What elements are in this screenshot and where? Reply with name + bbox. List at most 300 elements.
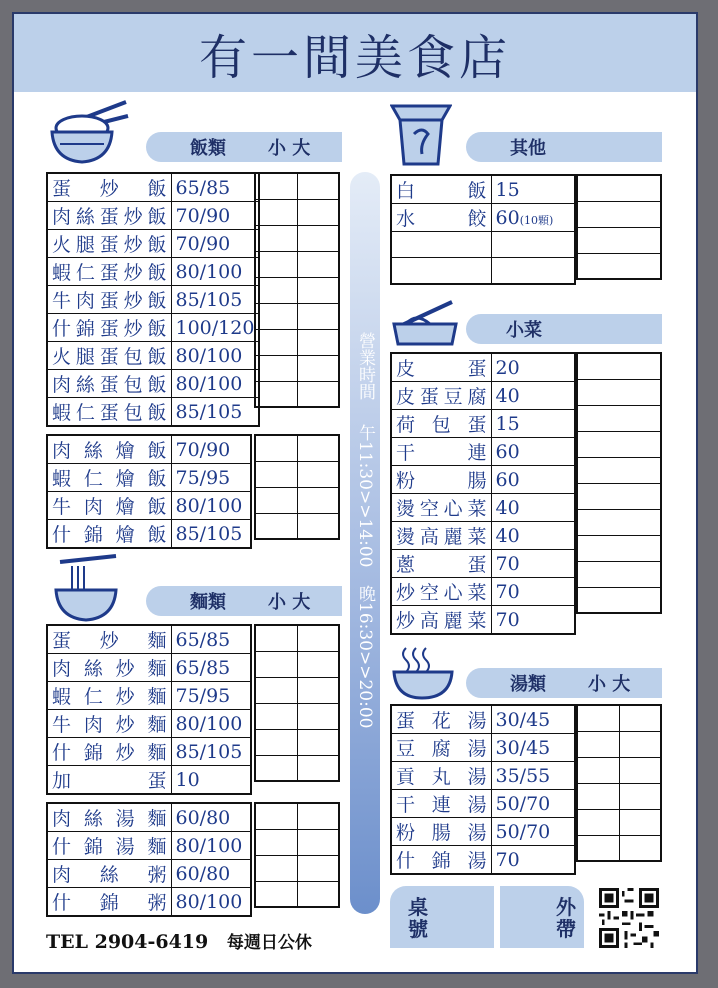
quantity-cell[interactable] (255, 513, 297, 539)
quantity-cell[interactable] (577, 405, 661, 431)
item-price-value: 80/100 (175, 712, 243, 735)
count-row (577, 731, 661, 757)
item-price (171, 682, 251, 710)
soup-bowl-icon (392, 644, 454, 700)
count-row (255, 303, 339, 329)
item-price (171, 860, 251, 888)
count-row (577, 201, 661, 227)
item-price-value: 70/90 (175, 204, 231, 227)
item-name: 蛋炒麵 (47, 625, 171, 654)
item-note: (10顆) (519, 213, 554, 227)
rice-bowl-icon (50, 98, 130, 166)
item-price (171, 258, 259, 286)
item-name: 干連 (391, 438, 491, 466)
item-name: 粉腸 (391, 466, 491, 494)
item-name: 燙高麗菜 (391, 522, 491, 550)
quantity-cell[interactable] (577, 705, 619, 731)
item-price-value: 40 (495, 384, 520, 407)
quantity-cell[interactable] (255, 355, 297, 381)
quantity-cell[interactable] (297, 381, 339, 407)
item-price-value: 100/120 (175, 316, 255, 339)
count-row (255, 487, 339, 513)
item-price-value: 60/80 (175, 806, 231, 829)
menu-row (47, 625, 251, 654)
item-price (491, 494, 575, 522)
quantity-cell[interactable] (577, 227, 661, 253)
item-price (491, 232, 575, 258)
item-price-value: 20 (495, 356, 520, 379)
count-row (577, 535, 661, 561)
count-row (255, 677, 339, 703)
item-name: 火腿蛋包飯 (47, 342, 171, 370)
hours-lunch: 午11:30>>14:00 (355, 424, 375, 568)
count-row (577, 227, 661, 253)
quantity-cell[interactable] (255, 729, 297, 755)
item-price-value: 80/100 (175, 834, 243, 857)
quantity-cell[interactable] (255, 381, 297, 407)
item-name: 蔥蛋 (391, 550, 491, 578)
menu-row (391, 438, 575, 466)
menu-row (47, 682, 251, 710)
item-price-value: 10 (175, 768, 200, 791)
noodle-bowl-icon (54, 552, 120, 622)
item-name: 粉腸湯 (391, 818, 491, 846)
noodle-header-label: 麵類 (190, 592, 226, 613)
item-price (171, 286, 259, 314)
item-name: 貢丸湯 (391, 762, 491, 790)
quantity-cell[interactable] (577, 731, 619, 757)
count-row (577, 483, 661, 509)
item-name: 蛋花湯 (391, 705, 491, 734)
item-price (171, 173, 259, 202)
quantity-cell[interactable] (577, 535, 661, 561)
item-name: 肉絲蛋包飯 (47, 370, 171, 398)
item-name: 肉絲湯麵 (47, 803, 171, 832)
quantity-cell[interactable] (297, 225, 339, 251)
count-row (255, 625, 339, 651)
rice1-table (46, 172, 260, 427)
menu-row (47, 258, 259, 286)
count-row (255, 277, 339, 303)
soup-table (390, 704, 576, 875)
menu-row (391, 232, 575, 258)
item-price-value: 70 (495, 580, 520, 603)
item-price (491, 258, 575, 284)
item-name: 加蛋 (47, 766, 171, 795)
item-price-value: 70/90 (175, 232, 231, 255)
quantity-cell[interactable] (619, 705, 661, 731)
item-price (491, 466, 575, 494)
takeout-label: 外帶 (556, 895, 576, 941)
item-name: 什錦蛋炒飯 (47, 314, 171, 342)
soup-header-sizes: 小 大 (588, 674, 631, 695)
item-name: 什錦炒麵 (47, 738, 171, 766)
count-row (577, 705, 661, 731)
item-price-value: 65/85 (175, 176, 231, 199)
quantity-cell[interactable] (297, 251, 339, 277)
quantity-cell[interactable] (297, 677, 339, 703)
item-price (491, 734, 575, 762)
quantity-cell[interactable] (255, 199, 297, 225)
soup-header (466, 668, 662, 698)
count-row (577, 457, 661, 483)
item-price-value: 15 (495, 412, 520, 435)
count-row (255, 513, 339, 539)
item-name: 牛肉蛋炒飯 (47, 286, 171, 314)
item-price (491, 578, 575, 606)
rice-header-sizes: 小 大 (268, 138, 311, 159)
quantity-cell[interactable] (297, 755, 339, 781)
menu-row (391, 204, 575, 232)
quantity-cell[interactable] (577, 353, 661, 379)
item-name: 水餃 (391, 204, 491, 232)
item-price (491, 705, 575, 734)
quantity-cell[interactable] (577, 561, 661, 587)
count-row (577, 253, 661, 279)
quantity-cell[interactable] (297, 277, 339, 303)
menu-row (47, 832, 251, 860)
item-price-value: 40 (495, 524, 520, 547)
item-name: 燙空心菜 (391, 494, 491, 522)
item-price (171, 314, 259, 342)
item-price-value: 30/45 (495, 708, 551, 731)
item-name: 皮蛋豆腐 (391, 382, 491, 410)
table-number-label: 桌號 (408, 895, 428, 941)
rice1-count-table (254, 172, 340, 408)
item-price (171, 710, 251, 738)
menu-row (47, 314, 259, 342)
item-price-value: 70 (495, 552, 520, 575)
item-price-value: 65/85 (175, 628, 231, 651)
item-price (491, 438, 575, 466)
quantity-cell[interactable] (255, 225, 297, 251)
quantity-cell[interactable] (255, 461, 297, 487)
item-price (171, 625, 251, 654)
item-price (171, 803, 251, 832)
takeout-box-icon (390, 100, 452, 166)
noodle1-count-table (254, 624, 340, 782)
quantity-cell[interactable] (577, 253, 661, 279)
item-price-value: 15 (495, 178, 520, 201)
item-price (491, 382, 575, 410)
menu-row (47, 860, 251, 888)
menu-row (391, 410, 575, 438)
quantity-cell[interactable] (577, 175, 661, 201)
quantity-cell[interactable] (619, 783, 661, 809)
item-name: 豆腐湯 (391, 734, 491, 762)
side-dish-icon (392, 300, 458, 346)
menu-row (47, 710, 251, 738)
page-title: 有一間美食店 (198, 29, 511, 86)
menu-row (391, 258, 575, 284)
menu-row (47, 370, 259, 398)
item-name: 火腿蛋炒飯 (47, 230, 171, 258)
menu-row (391, 494, 575, 522)
item-name: 皮蛋 (391, 353, 491, 382)
item-name: 蛋炒飯 (47, 173, 171, 202)
count-row (577, 509, 661, 535)
item-price-value: 75/95 (175, 684, 231, 707)
quantity-cell[interactable] (297, 729, 339, 755)
quantity-cell[interactable] (577, 783, 619, 809)
footer (46, 928, 312, 953)
item-price-value: 70 (495, 608, 520, 631)
menu-row (47, 766, 251, 795)
noodle1-table (46, 624, 252, 795)
menu-row (47, 520, 251, 549)
item-name: 蝦仁燴飯 (47, 464, 171, 492)
quantity-cell[interactable] (255, 329, 297, 355)
count-row (255, 855, 339, 881)
item-name: 什錦湯麵 (47, 832, 171, 860)
quantity-cell[interactable] (297, 461, 339, 487)
menu-row (47, 286, 259, 314)
item-price (491, 353, 575, 382)
item-name: 白飯 (391, 175, 491, 204)
noodle2-table (46, 802, 252, 917)
item-price (171, 492, 251, 520)
item-price (171, 464, 251, 492)
quantity-cell[interactable] (619, 835, 661, 861)
item-price-value: 30/45 (495, 736, 551, 759)
menu-row (391, 606, 575, 635)
menu-row (391, 522, 575, 550)
count-row (255, 251, 339, 277)
menu-row (391, 175, 575, 204)
item-price-value: 80/100 (175, 344, 243, 367)
side-header-label: 小菜 (506, 320, 542, 341)
item-name: 蝦仁蛋包飯 (47, 398, 171, 427)
quantity-cell[interactable] (577, 587, 661, 613)
quantity-cell[interactable] (255, 251, 297, 277)
count-row (255, 199, 339, 225)
menu-row (47, 202, 259, 230)
table-number-box[interactable] (390, 886, 494, 948)
item-price (171, 230, 259, 258)
menu-row (391, 818, 575, 846)
count-row (255, 729, 339, 755)
item-name: 荷包蛋 (391, 410, 491, 438)
item-name: 牛肉炒麵 (47, 710, 171, 738)
quantity-cell[interactable] (297, 199, 339, 225)
quantity-cell[interactable] (577, 431, 661, 457)
count-row (577, 405, 661, 431)
item-price (491, 522, 575, 550)
noodle-header (146, 586, 342, 616)
noodle-header-sizes: 小 大 (268, 592, 311, 613)
quantity-cell[interactable] (255, 755, 297, 781)
count-row (255, 381, 339, 407)
menu-row (391, 353, 575, 382)
quantity-cell[interactable] (297, 513, 339, 539)
quantity-cell[interactable] (577, 457, 661, 483)
item-price (171, 654, 251, 682)
item-price (171, 202, 259, 230)
quantity-cell[interactable] (255, 803, 297, 829)
item-price (171, 342, 259, 370)
quantity-cell[interactable] (297, 829, 339, 855)
item-name: 肉絲粥 (47, 860, 171, 888)
item-price-value: 70/90 (175, 438, 231, 461)
item-name: 蝦仁炒麵 (47, 682, 171, 710)
item-price (491, 762, 575, 790)
quantity-cell[interactable] (577, 483, 661, 509)
quantity-cell[interactable] (297, 435, 339, 461)
quantity-cell[interactable] (619, 757, 661, 783)
item-price (171, 738, 251, 766)
quantity-cell[interactable] (577, 201, 661, 227)
other-header (466, 132, 662, 162)
item-name (391, 232, 491, 258)
quantity-cell[interactable] (297, 651, 339, 677)
item-name: 牛肉燴飯 (47, 492, 171, 520)
quantity-cell[interactable] (255, 651, 297, 677)
menu-row (47, 803, 251, 832)
quantity-cell[interactable] (619, 809, 661, 835)
soup-header-label: 湯類 (510, 674, 546, 695)
item-price (491, 204, 575, 232)
quantity-cell[interactable] (297, 487, 339, 513)
count-row (577, 175, 661, 201)
item-price-value: 85/105 (175, 740, 243, 763)
quantity-cell[interactable] (255, 487, 297, 513)
quantity-cell[interactable] (297, 173, 339, 199)
closed-notice: 每週日公休 (226, 933, 312, 953)
quantity-cell[interactable] (577, 379, 661, 405)
quantity-cell[interactable] (577, 835, 619, 861)
item-price (171, 766, 251, 795)
qr-code-icon[interactable] (598, 888, 660, 948)
quantity-cell[interactable] (255, 625, 297, 651)
quantity-cell[interactable] (255, 435, 297, 461)
count-row (255, 225, 339, 251)
item-name: 什錦燴飯 (47, 520, 171, 549)
quantity-cell[interactable] (297, 881, 339, 907)
rice-header-label: 飯類 (190, 138, 226, 159)
count-row (577, 809, 661, 835)
menu-row (47, 398, 259, 427)
quantity-cell[interactable] (297, 703, 339, 729)
count-row (255, 355, 339, 381)
quantity-cell[interactable] (255, 677, 297, 703)
count-row (255, 829, 339, 855)
menu-row (391, 578, 575, 606)
item-price (491, 410, 575, 438)
item-price (171, 398, 259, 427)
rice2-table (46, 434, 252, 549)
item-name: 肉絲燴飯 (47, 435, 171, 464)
item-price (171, 370, 259, 398)
phone-number: TEL 2904-6419 (46, 931, 209, 953)
item-price-value: 75/95 (175, 466, 231, 489)
menu-row (47, 888, 251, 917)
item-price-value: 60 (495, 468, 520, 491)
item-name: 炒高麗菜 (391, 606, 491, 635)
menu-row (47, 342, 259, 370)
item-price-value: 80/100 (175, 890, 243, 913)
item-price (491, 550, 575, 578)
menu-row (47, 492, 251, 520)
quantity-cell[interactable] (297, 355, 339, 381)
item-price-value: 60 (495, 440, 520, 463)
other-count-table (576, 174, 662, 280)
noodle2-count-table (254, 802, 340, 908)
menu-row (391, 466, 575, 494)
item-price-value: 85/105 (175, 400, 243, 423)
quantity-cell[interactable] (297, 329, 339, 355)
menu-row (391, 790, 575, 818)
menu-row (47, 435, 251, 464)
item-price-value: 40 (495, 496, 520, 519)
item-price-value: 80/100 (175, 494, 243, 517)
quantity-cell[interactable] (255, 303, 297, 329)
rice2-count-table (254, 434, 340, 540)
rice-header (146, 132, 342, 162)
quantity-cell[interactable] (577, 809, 619, 835)
count-row (255, 329, 339, 355)
menu-row (391, 846, 575, 875)
item-name: 蝦仁蛋炒飯 (47, 258, 171, 286)
quantity-cell[interactable] (297, 303, 339, 329)
count-row (255, 651, 339, 677)
item-price-value: 50/70 (495, 820, 551, 843)
item-price (171, 888, 251, 917)
count-row (255, 881, 339, 907)
item-price-value: 60/80 (175, 862, 231, 885)
count-row (255, 703, 339, 729)
item-price (491, 606, 575, 635)
quantity-cell[interactable] (255, 829, 297, 855)
count-row (577, 561, 661, 587)
menu-row (391, 762, 575, 790)
count-row (577, 431, 661, 457)
item-name: 干連湯 (391, 790, 491, 818)
quantity-cell[interactable] (255, 277, 297, 303)
quantity-cell[interactable] (255, 703, 297, 729)
item-price-value: 80/100 (175, 260, 243, 283)
item-price-value: 85/105 (175, 522, 243, 545)
count-row (577, 835, 661, 861)
item-price-value: 85/105 (175, 288, 243, 311)
menu-row (47, 464, 251, 492)
side-header (466, 314, 662, 344)
item-price (171, 435, 251, 464)
item-price (491, 846, 575, 875)
item-price (171, 832, 251, 860)
menu-row (391, 382, 575, 410)
quantity-cell[interactable] (297, 803, 339, 829)
side-count-table (576, 352, 662, 614)
quantity-cell[interactable] (577, 757, 619, 783)
quantity-cell[interactable] (297, 855, 339, 881)
quantity-cell[interactable] (255, 881, 297, 907)
quantity-cell[interactable] (297, 625, 339, 651)
side-table (390, 352, 576, 635)
menu-row (47, 654, 251, 682)
quantity-cell[interactable] (255, 855, 297, 881)
quantity-cell[interactable] (577, 509, 661, 535)
hours-text (352, 332, 378, 729)
soup-count-table (576, 704, 662, 862)
quantity-cell[interactable] (619, 731, 661, 757)
item-price (491, 818, 575, 846)
item-name: 什錦粥 (47, 888, 171, 917)
item-price-value: 35/55 (495, 764, 551, 787)
quantity-cell[interactable] (255, 173, 297, 199)
count-row (255, 803, 339, 829)
item-price-value: 80/100 (175, 372, 243, 395)
takeout-box[interactable] (500, 886, 584, 948)
